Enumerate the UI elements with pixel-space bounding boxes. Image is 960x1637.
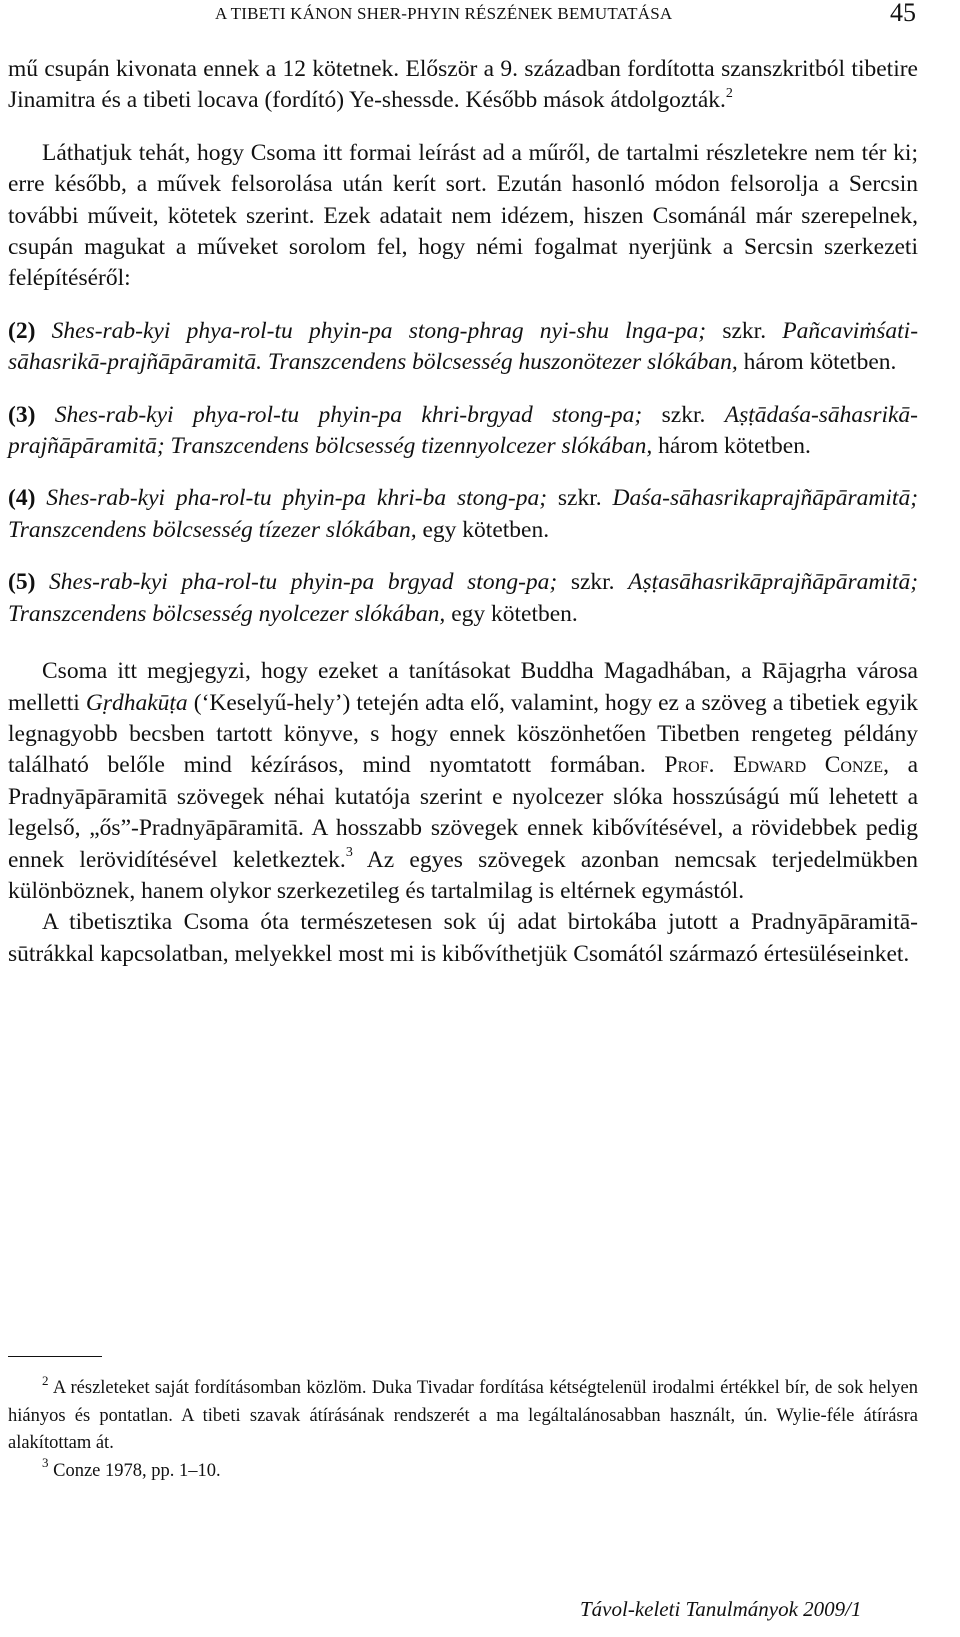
volume-count: három kötetben. [743,349,897,376]
work-entry-4 [8,483,918,546]
footnote-rule [8,1356,102,1357]
work-entry-2 [8,316,918,379]
journal-footer: Távol-keleti Tanulmányok 2009/1 [580,1597,862,1621]
paragraph-3: A tibetisztika Csoma óta természetesen sok új adat birtokába jutott a Pradnyāpāramitā-sūtrákkal kapcsolatban, melyekkel most mi is kibővíthetjük Csomától származó értesüléseinket. [8,909,918,967]
footnote-ref-2: 2 [725,85,733,101]
footnote-2 [8,1372,919,1458]
volume-count: három kötetben. [658,433,811,460]
footnotes [8,1372,919,1485]
intro-text: mű csupán kivonata ennek a 12 kötetnek. Először a 9. században fordította szanszkritból tibetire Jinamitra és a tibeti locava (fordító) Ye-shessde. Később mások átdolgozták. [8,56,918,114]
running-header [0,0,960,40]
footnote-text: A részleteket saját fordításomban közlöm. Duka Tivadar fordítása kétségtelenül irodalmi értékkel bír, de sok helyen hiányos és pontatlan. A tibeti szavak átírásának rendszerét a ma legáltalánosabban használt, ún. Wylie-féle átírásra alakítottam át. [8,1378,919,1453]
footnote-3 [8,1455,918,1486]
work-entry-3 [8,400,918,463]
body-text [8,54,918,970]
place-name: Gṛdhakūṭa [85,689,188,716]
entry-number: (4) [8,485,36,512]
work-entry-5 [8,567,918,630]
page-number: 45 [890,0,916,27]
szkr-label: szkr. [557,485,602,512]
sanskrit-title: Aṣṭādaśa-sāhasrikā-prajñāpāramitā; Transzcendens bölcsesség tizennyolcezer slókában, [8,401,919,460]
footnote-number: 3 [42,1455,49,1471]
sanskrit-title: Aṣṭasāhasrikāprajñāpāramitā; Transzcendens bölcsesség nyolcezer slókában, [8,569,919,627]
paragraph-2 [8,656,918,907]
volume-count: egy kötetben. [422,516,550,543]
footnote-ref-3: 3 [345,844,353,860]
paragraph-1: Láthatjuk tehát, hogy Csoma itt formai leírást ad a műről, de tartalmi részletekre nem tér ki; erre később, a művek felsorolása után kerít sort. Ezután hasonló módon felsorolja a Sercsin további műveit, kötetek szerint. Ezek adatait nem idézem, hiszen Csománál már szerepelnek, csupán magukat a műveket sorolom fel, hogy némi fogalmat nyerjünk a Sercsin szerkezeti felépítéséről: [8,139,918,292]
entry-number: (3) [8,401,36,428]
para2-text-a: Csoma itt megjegyzi, hogy ezeket a tanításokat Buddha Magadhában, a Rājagṛha városa melletti [8,658,918,716]
para2-text-c: , a Pradnyāpāramitā szövegek néhai kutatója szerint e nyolcezer slóka hosszúságú mű lehetett a legelső, „ős”-Pradnyāpāramitā. A hosszabb szövegek ennek kibővítésével, a rövidebbek pedig ennek lerövidítésével keletkeztek. [8,752,919,873]
tibetan-title: Shes-rab-kyi phya-rol-tu phyin-pa stong-phrag nyi-shu lnga-pa; [51,317,707,344]
tibetan-title: Shes-rab-kyi phya-rol-tu phyin-pa khri-brgyad stong-pa; [54,401,643,428]
footnote-number: 2 [42,1372,49,1388]
tibetan-title: Shes-rab-kyi pha-rol-tu phyin-pa brgyad stong-pa; [49,569,558,596]
szkr-label: szkr. [661,401,706,428]
szkr-label: szkr. [570,569,615,596]
szkr-label: szkr. [722,317,767,344]
author-name: Prof. Edward Conze [664,752,884,779]
tibetan-title: Shes-rab-kyi pha-rol-tu phyin-pa khri-ba stong-pa; [46,485,548,512]
entry-number: (2) [8,317,36,344]
para2-text-d: Az egyes szövegek azonban nemcsak terjedelmükben különböznek, hanem olykor szerkezetileg és tartalmilag is eltérnek egymástól. [8,846,918,904]
entry-number: (5) [8,569,36,596]
volume-count: egy kötetben. [451,600,578,627]
sanskrit-title: Daśa-sāhasrikaprajñāpāramitā; Transzcendens bölcsesség tízezer slókában, [8,485,919,543]
para2-text-b: (‘Keselyű-hely’) tetején adta elő, valamint, hogy ez a szöveg a tibetiek egyik legnagyobb becsben tartott könyve, s hogy ennek köszönhetően Tibetben rengeteg példány található belőle mind kézírásos, mind nyomtatott formában. [8,689,919,779]
sanskrit-title: Pañcaviṁśati-sāhasrikā-prajñāpāramitā. Transzcendens bölcsesség huszonötezer slókában, [8,317,919,376]
footnote-text: Conze 1978, pp. 1–10. [53,1460,221,1481]
intro-paragraph [8,54,918,117]
running-title: A TIBETI KÁNON SHER-PHYIN RÉSZÉNEK BEMUTATÁSA [215,4,673,23]
